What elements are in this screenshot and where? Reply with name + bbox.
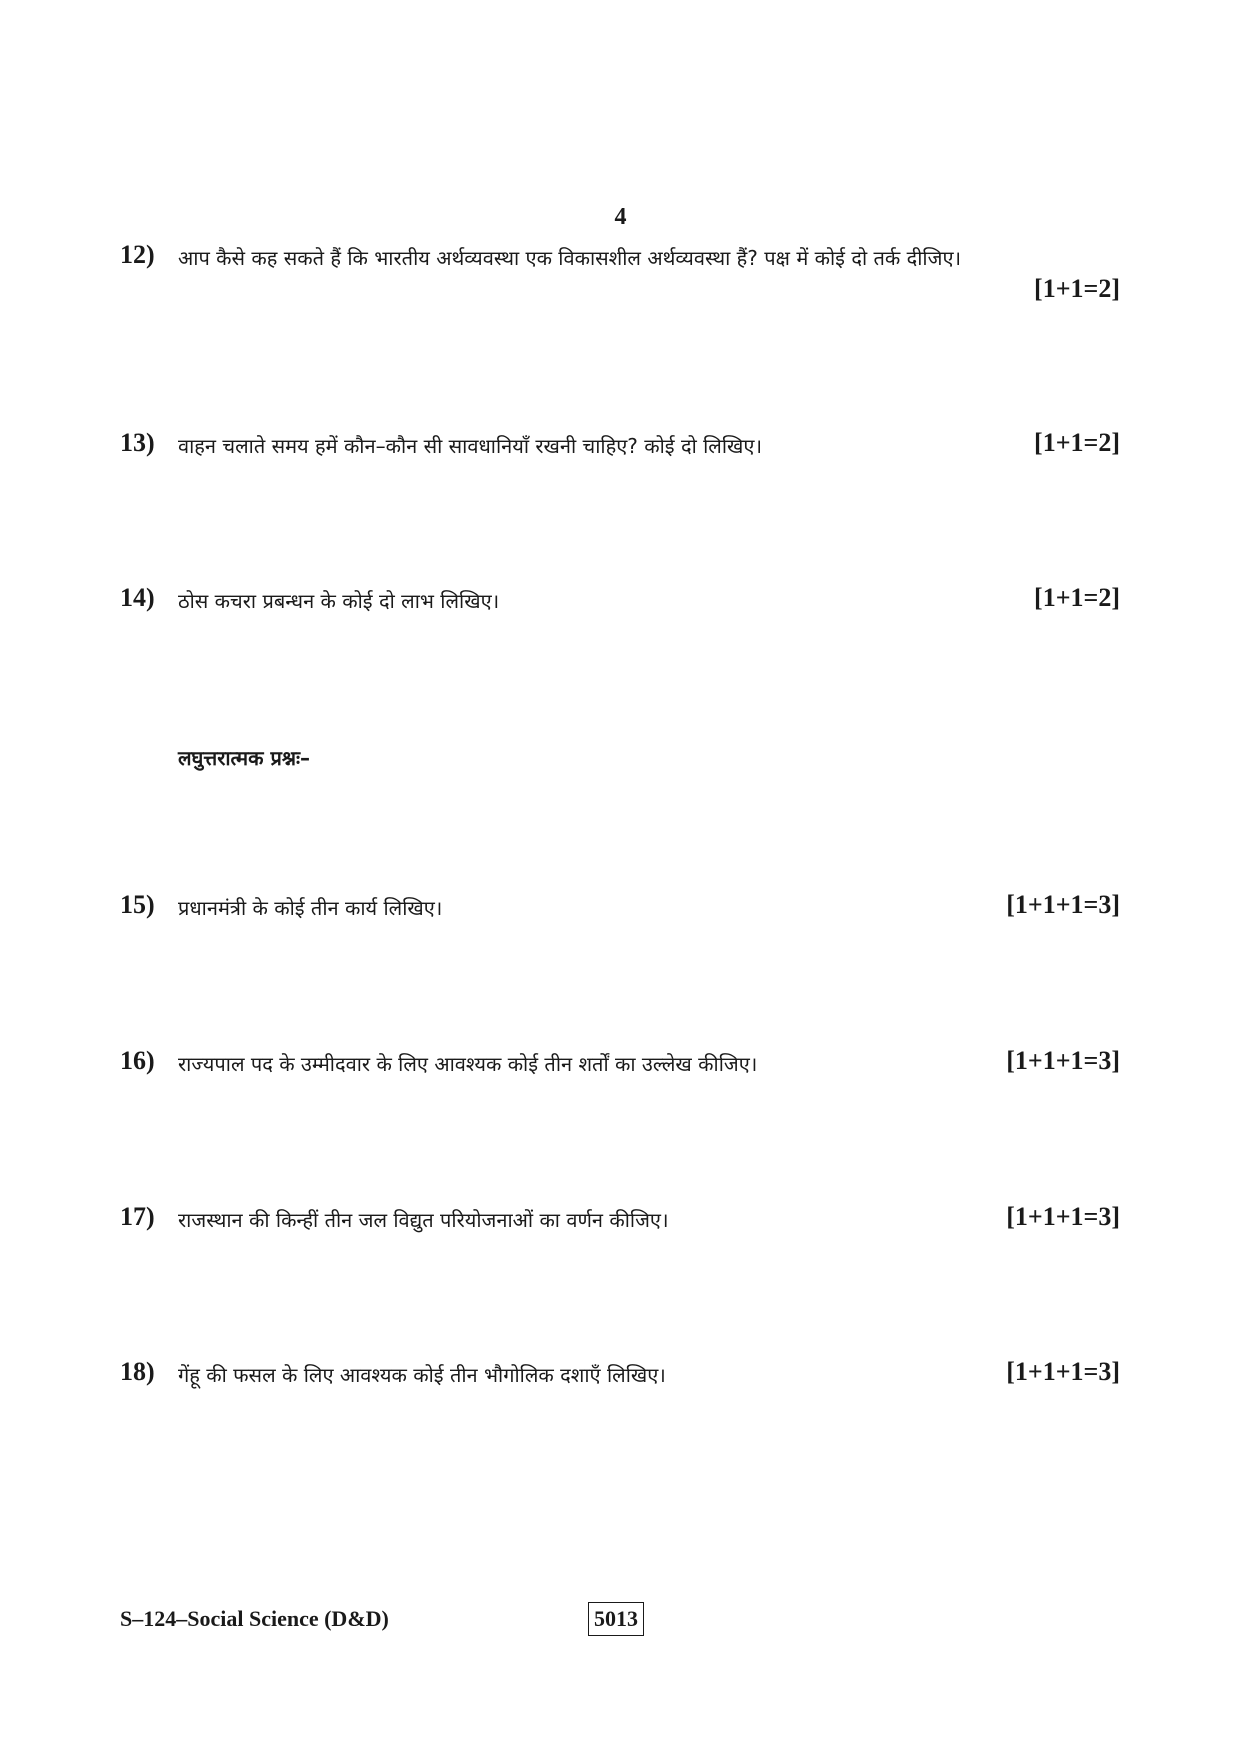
question-text: आप कैसे कह सकते हैं कि भारतीय अर्थव्यवस्था एक विकासशील अर्थव्यवस्था हैं? पक्ष में कोई दो तर्क दीजिए। xyxy=(178,246,962,270)
footer-paper-code: S–124–Social Science (D&D) xyxy=(120,1606,389,1631)
question-number: 14) xyxy=(120,583,155,612)
section-heading: लघुत्तरात्मक प्रश्नः– xyxy=(178,746,311,770)
question-marks: [1+1=2] xyxy=(1034,583,1120,612)
question-text: राजस्थान की किन्हीं तीन जल विद्युत परियोजनाओं का वर्णन कीजिए। xyxy=(178,1208,669,1232)
question-marks: [1+1+1=3] xyxy=(1006,890,1120,919)
question-number: 17) xyxy=(120,1202,155,1231)
question-marks: [1+1+1=3] xyxy=(1006,1357,1120,1386)
question-marks: [1+1=2] xyxy=(1034,428,1120,457)
question-text: राज्यपाल पद के उम्मीदवार के लिए आवश्यक कोई तीन शर्तों का उल्लेख कीजिए। xyxy=(178,1052,758,1076)
question-text: ठोस कचरा प्रबन्धन के कोई दो लाभ लिखिए। xyxy=(178,589,500,613)
footer-series-box: 5013 xyxy=(588,1602,644,1636)
question-number: 15) xyxy=(120,890,155,919)
question-marks: [1+1+1=3] xyxy=(1006,1202,1120,1231)
question-text: गेंहू की फसल के लिए आवश्यक कोई तीन भौगोलिक दशाएँ लिखिए। xyxy=(178,1363,666,1387)
question-marks: [1+1+1=3] xyxy=(1006,1046,1120,1075)
question-text: वाहन चलाते समय हमें कौन–कौन सी सावधानियाँ रखनी चाहिए? कोई दो लिखिए। xyxy=(178,434,763,458)
question-marks: [1+1=2] xyxy=(1034,274,1120,303)
question-number: 18) xyxy=(120,1357,155,1386)
question-number: 13) xyxy=(120,428,155,457)
question-number: 12) xyxy=(120,240,155,269)
page-number: 4 xyxy=(614,204,627,230)
question-text: प्रधानमंत्री के कोई तीन कार्य लिखिए। xyxy=(178,896,443,920)
question-number: 16) xyxy=(120,1046,155,1075)
